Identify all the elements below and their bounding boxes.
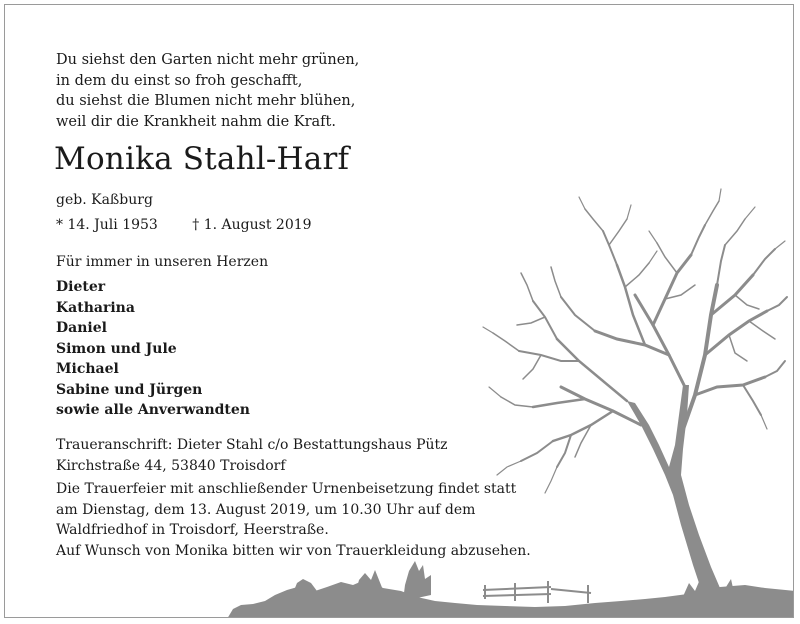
fence-silhouette (483, 581, 591, 603)
poem-line: du siehst die Blumen nicht mehr blühen, (56, 93, 356, 109)
mourner-name: Katharina (56, 299, 135, 316)
relatives-line: sowie alle Anverwandten (56, 402, 250, 418)
address-line: Kirchstraße 44, 53840 Troisdorf (56, 457, 286, 474)
poem-line: Du siehst den Garten nicht mehr grünen, (56, 52, 360, 68)
obituary-frame (4, 4, 794, 618)
death-date: † 1. August 2019 (192, 217, 312, 233)
tree-branches (483, 189, 787, 493)
poem-line: weil dir die Krankheit nahm die Kraft. (56, 113, 336, 130)
mourner-name: Michael (56, 361, 119, 377)
poem-line: in dem du einst so froh geschafft, (56, 72, 303, 89)
birth-name: geb. Kaßburg (56, 192, 153, 208)
birth-date: * 14. Juli 1953 (56, 217, 158, 233)
life-dates (56, 217, 312, 233)
notice-line: Auf Wunsch von Monika bitten wir von Trauerkleidung abzusehen. (56, 542, 531, 559)
mourner-name: Simon und Jule (56, 340, 177, 357)
mourner-name: Daniel (56, 320, 107, 336)
shrub-silhouette (355, 570, 385, 595)
notice-line: am Dienstag, dem 13. August 2019, um 10.30 Uhr auf dem (56, 501, 476, 518)
notice-line: Waldfriedhof in Troisdorf, Heerstraße. (56, 522, 329, 538)
deceased-name: Monika Stahl-Harf (54, 141, 350, 177)
poem (56, 50, 359, 132)
shrub-silhouette (403, 561, 431, 601)
tree-trunk (627, 385, 723, 601)
mourning-address (56, 435, 448, 476)
notice-line: Die Trauerfeier mit anschließender Urnenbeisetzung findet statt (56, 481, 517, 497)
address-line: Traueranschrift: Dieter Stahl c/o Bestattungshaus Pütz (56, 437, 448, 453)
mourner-name: Sabine und Jürgen (56, 381, 203, 398)
mourner-list (56, 277, 202, 400)
mourners-intro: Für immer in unseren Herzen (56, 254, 269, 270)
mourner-name: Dieter (56, 279, 106, 295)
shrub-silhouette (293, 579, 317, 593)
funeral-notice (56, 479, 531, 561)
